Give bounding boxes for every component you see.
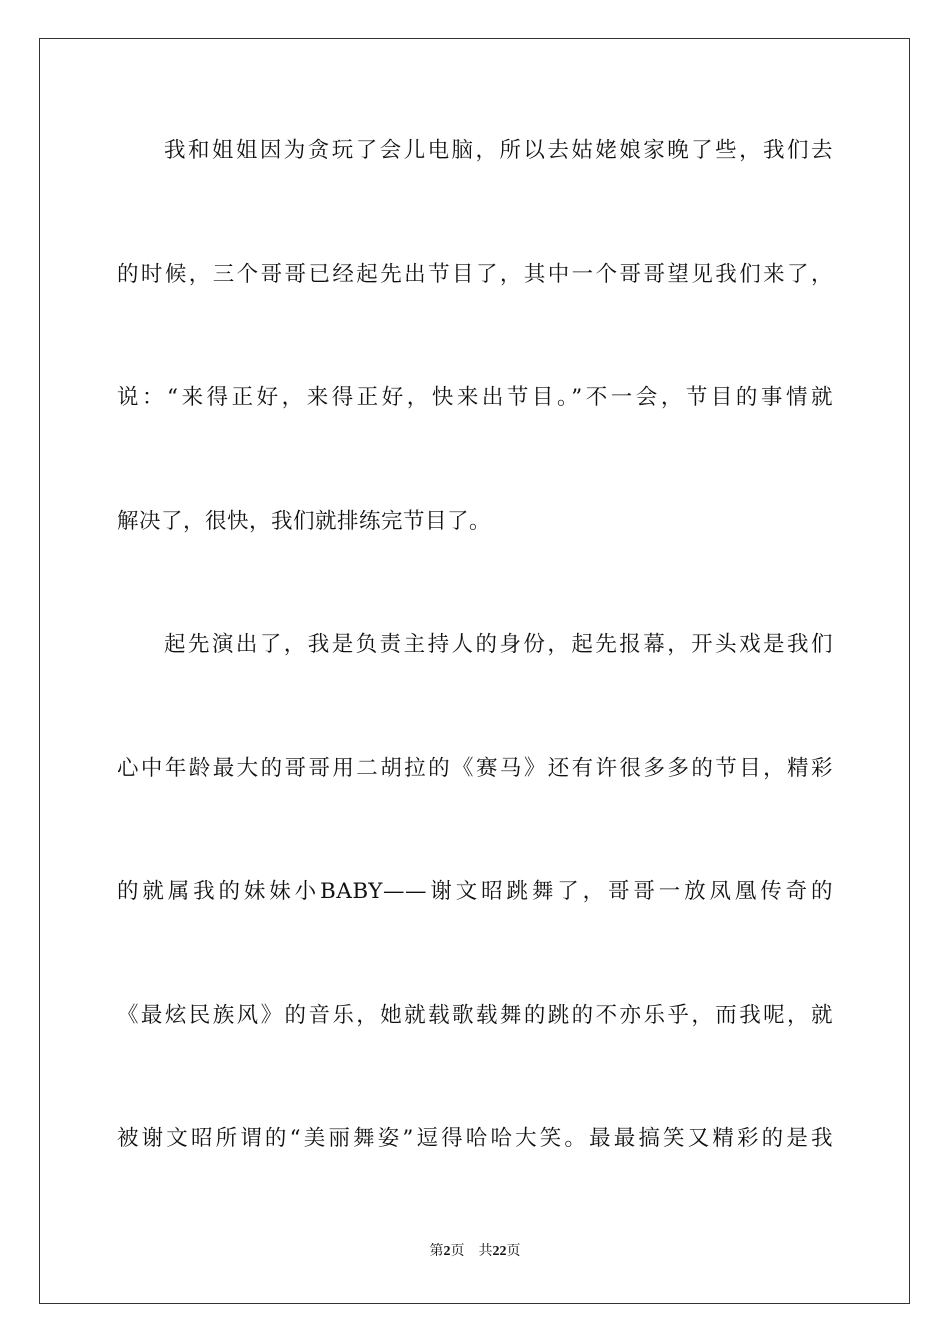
paragraph-1-line-3: 说：“来得正好，来得正好，快来出节目。”不一会，节目的事情就 — [117, 385, 833, 410]
paragraph-1-line-2: 的时候，三个哥哥已经起先出节目了，其中一个哥哥望见我们来了， — [117, 262, 833, 287]
page-footer — [0, 1242, 950, 1262]
page-border — [39, 38, 910, 1304]
paragraph-1-line-4: 解决了，很快，我们就排练完节目了。 — [117, 509, 492, 534]
paragraph-2-line-2: 心中年龄最大的哥哥用二胡拉的《赛马》还有许很多多的节目，精彩 — [117, 756, 833, 781]
footer-total-pages: 22 — [492, 1244, 507, 1259]
paragraph-2-line-4: 《最炫民族风》的音乐，她就载歌载舞的跳的不亦乐乎，而我呢，就 — [117, 1003, 833, 1028]
footer-page-number: 2 — [443, 1244, 451, 1259]
paragraph-2-line-5: 被谢文昭所谓的“美丽舞姿”逗得哈哈大笑。最最搞笑又精彩的是我 — [117, 1126, 833, 1151]
paragraph-1-line-1: 我和姐姐因为贪玩了会儿电脑，所以去姑姥娘家晚了些，我们去 — [164, 138, 833, 163]
footer-page-prefix: 第 — [429, 1244, 444, 1259]
paragraph-2-line-3: 的就属我的妹妹小BABY——谢文昭跳舞了，哥哥一放凤凰传奇的 — [117, 879, 833, 904]
footer-total-suffix: 页 — [506, 1244, 521, 1259]
paragraph-2-line-1: 起先演出了，我是负责主持人的身份，起先报幕，开头戏是我们 — [164, 632, 833, 657]
footer-page-suffix: 页 — [450, 1244, 465, 1259]
footer-total-prefix: 共 — [478, 1244, 493, 1259]
